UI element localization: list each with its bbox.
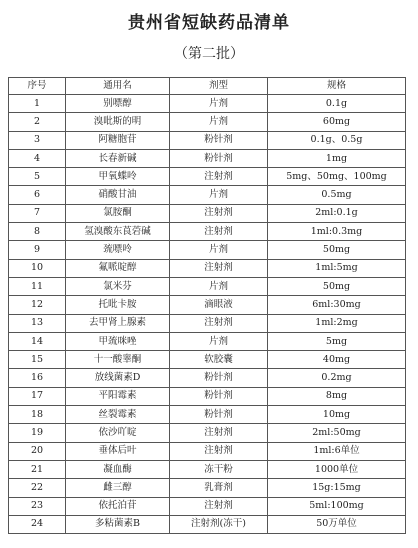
generic-name: 阿糖胞苷: [66, 131, 170, 149]
generic-name: 托吡卡胺: [66, 296, 170, 314]
specification: 0.1g: [268, 95, 406, 113]
dosage-form: 注射剂: [170, 424, 268, 442]
specification: 1mg: [268, 149, 406, 167]
table-row: [9, 314, 406, 332]
table-row: [9, 332, 406, 350]
dosage-form: 粉针剂: [170, 406, 268, 424]
specification: 60mg: [268, 113, 406, 131]
specification: 2ml:50mg: [268, 424, 406, 442]
specification: 5mg: [268, 332, 406, 350]
row-index: 11: [9, 277, 66, 295]
table-row: [9, 149, 406, 167]
dosage-form: 注射剂: [170, 442, 268, 460]
specification: 1ml:5mg: [268, 259, 406, 277]
table-row: [9, 515, 406, 533]
specification: 1ml:6单位: [268, 442, 406, 460]
dosage-form: 冻干粉: [170, 460, 268, 478]
dosage-form: 注射剂: [170, 259, 268, 277]
specification: 8mg: [268, 387, 406, 405]
generic-name: 放线菌素D: [66, 369, 170, 387]
row-index: 4: [9, 149, 66, 167]
table-row: [9, 460, 406, 478]
specification: 50万单位: [268, 515, 406, 533]
generic-name: 氯胺酮: [66, 204, 170, 222]
dosage-form: 粉针剂: [170, 369, 268, 387]
dosage-form: 注射剂: [170, 314, 268, 332]
generic-name: 依托泊苷: [66, 497, 170, 515]
table-row: [9, 442, 406, 460]
specification: 10mg: [268, 406, 406, 424]
specification: 1000单位: [268, 460, 406, 478]
table-row: [9, 406, 406, 424]
table-header-row: [9, 78, 406, 95]
dosage-form: 注射剂: [170, 223, 268, 241]
specification: 50mg: [268, 277, 406, 295]
column-header-dosage-form: 剂型: [170, 78, 268, 95]
dosage-form: 粉针剂: [170, 149, 268, 167]
specification: 5mg、50mg、100mg: [268, 168, 406, 186]
table-row: [9, 497, 406, 515]
specification: 40mg: [268, 351, 406, 369]
row-index: 14: [9, 332, 66, 350]
table-row: [9, 204, 406, 222]
row-index: 15: [9, 351, 66, 369]
generic-name: 硝酸甘油: [66, 186, 170, 204]
row-index: 16: [9, 369, 66, 387]
row-index: 5: [9, 168, 66, 186]
row-index: 17: [9, 387, 66, 405]
table-row: [9, 223, 406, 241]
specification: 5ml:100mg: [268, 497, 406, 515]
row-index: 19: [9, 424, 66, 442]
page-subtitle: （第二批）: [174, 46, 244, 62]
specification: 50mg: [268, 241, 406, 259]
table-row: [9, 277, 406, 295]
dosage-form: 注射剂: [170, 497, 268, 515]
row-index: 9: [9, 241, 66, 259]
generic-name: 别嘌醇: [66, 95, 170, 113]
dosage-form: 注射剂(冻干): [170, 515, 268, 533]
dosage-form: 乳膏剂: [170, 479, 268, 497]
row-index: 22: [9, 479, 66, 497]
specification: 15g:15mg: [268, 479, 406, 497]
dosage-form: 注射剂: [170, 168, 268, 186]
dosage-form: 片剂: [170, 241, 268, 259]
generic-name: 溴吡斯的明: [66, 113, 170, 131]
table-row: [9, 241, 406, 259]
generic-name: 垂体后叶: [66, 442, 170, 460]
table-row: [9, 186, 406, 204]
specification: 0.2mg: [268, 369, 406, 387]
row-index: 2: [9, 113, 66, 131]
generic-name: 巯嘌呤: [66, 241, 170, 259]
row-index: 24: [9, 515, 66, 533]
column-header-specification: 规格: [268, 78, 406, 95]
generic-name: 甲巯咪唑: [66, 332, 170, 350]
table-row: [9, 369, 406, 387]
dosage-form: 滴眼液: [170, 296, 268, 314]
dosage-form: 粉针剂: [170, 387, 268, 405]
specification: 0.1g、0.5g: [268, 131, 406, 149]
table-row: [9, 95, 406, 113]
specification: 6ml:30mg: [268, 296, 406, 314]
generic-name: 十一酸睾酮: [66, 351, 170, 369]
generic-name: 依沙吖啶: [66, 424, 170, 442]
column-header-generic-name: 通用名: [66, 78, 170, 95]
dosage-form: 片剂: [170, 95, 268, 113]
row-index: 12: [9, 296, 66, 314]
table-row: [9, 387, 406, 405]
row-index: 20: [9, 442, 66, 460]
generic-name: 丝裂霉素: [66, 406, 170, 424]
generic-name: 甲氧蝶呤: [66, 168, 170, 186]
dosage-form: 片剂: [170, 186, 268, 204]
row-index: 1: [9, 95, 66, 113]
table-row: [9, 424, 406, 442]
row-index: 13: [9, 314, 66, 332]
row-index: 3: [9, 131, 66, 149]
table-body: [9, 95, 406, 534]
specification: 0.5mg: [268, 186, 406, 204]
row-index: 6: [9, 186, 66, 204]
generic-name: 长春新碱: [66, 149, 170, 167]
table-row: [9, 296, 406, 314]
generic-name: 氟哌啶醇: [66, 259, 170, 277]
generic-name: 氢溴酸东莨菪碱: [66, 223, 170, 241]
specification: 1ml:0.3mg: [268, 223, 406, 241]
dosage-form: 软胶囊: [170, 351, 268, 369]
generic-name: 平阳霉素: [66, 387, 170, 405]
column-header-index: 序号: [9, 78, 66, 95]
row-index: 8: [9, 223, 66, 241]
row-index: 10: [9, 259, 66, 277]
row-index: 23: [9, 497, 66, 515]
row-index: 7: [9, 204, 66, 222]
dosage-form: 注射剂: [170, 204, 268, 222]
table-row: [9, 479, 406, 497]
drug-shortage-table: [8, 77, 406, 534]
generic-name: 多粘菌素B: [66, 515, 170, 533]
generic-name: 雌三醇: [66, 479, 170, 497]
generic-name: 氯米芬: [66, 277, 170, 295]
generic-name: 凝血酶: [66, 460, 170, 478]
dosage-form: 片剂: [170, 332, 268, 350]
specification: 1ml:2mg: [268, 314, 406, 332]
row-index: 18: [9, 406, 66, 424]
dosage-form: 片剂: [170, 113, 268, 131]
table-row: [9, 131, 406, 149]
generic-name: 去甲肾上腺素: [66, 314, 170, 332]
table-row: [9, 113, 406, 131]
dosage-form: 粉针剂: [170, 131, 268, 149]
dosage-form: 片剂: [170, 277, 268, 295]
table-row: [9, 259, 406, 277]
row-index: 21: [9, 460, 66, 478]
table-row: [9, 168, 406, 186]
specification: 2ml:0.1g: [268, 204, 406, 222]
page-title: 贵州省短缺药品清单: [128, 13, 290, 33]
table-row: [9, 351, 406, 369]
